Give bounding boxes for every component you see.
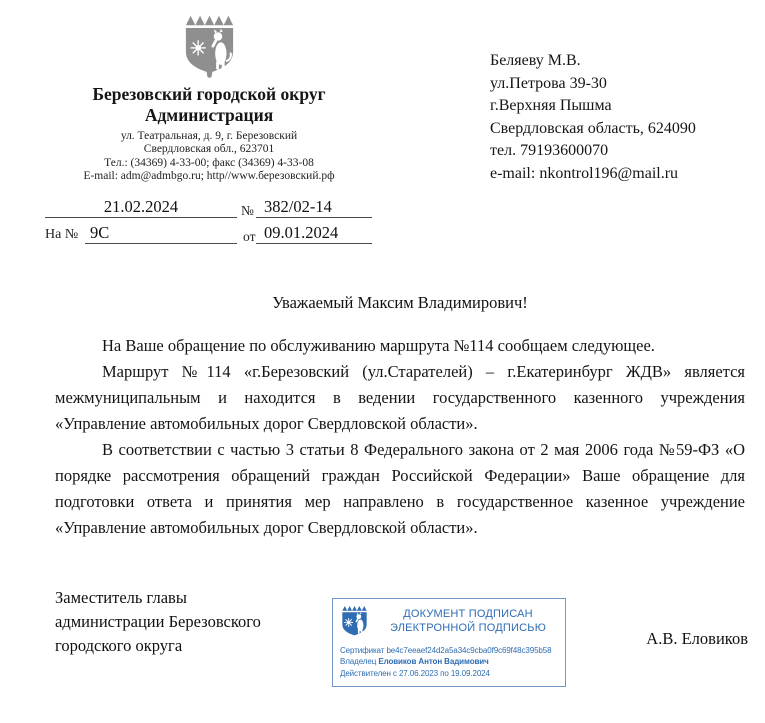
recipient-email: e-mail: nkontrol196@mail.ru xyxy=(490,164,679,182)
recipient-region: Свердловская область, 624090 xyxy=(490,119,696,137)
signer-name: А.В. Еловиков xyxy=(646,629,748,648)
org-phone-fax: Тел.: (34369) 4-33-00; факс (34369) 4-33-08 xyxy=(104,156,314,169)
paragraph-1: На Ваше обращение по обслуживанию маршрута №114 сообщаем следующее. xyxy=(102,336,655,355)
incoming-number-field: 9С xyxy=(85,222,237,244)
incoming-date-field: 09.01.2024 xyxy=(256,222,372,244)
org-address-street: ул. Театральная, д. 9, г. Березовский xyxy=(120,130,298,142)
recipient-city: г.Верхняя Пышма xyxy=(490,97,612,115)
salutation: Уважаемый Максим Владимирович! xyxy=(272,293,528,312)
signer-position-line3: городского округа xyxy=(55,636,183,655)
from-label: от xyxy=(243,229,256,244)
letterhead xyxy=(28,12,390,184)
certificate-label: Сертификат xyxy=(340,646,385,655)
org-name-line2: Администрация xyxy=(144,104,274,125)
stamp-coat-of-arms-icon xyxy=(340,604,369,639)
recipient-phone: тел. 79193600070 xyxy=(490,142,609,160)
stamp-title-line1: ДОКУМЕНТ ПОДПИСАН xyxy=(403,608,533,620)
coat-of-arms-icon xyxy=(182,12,237,80)
incoming-ref-row xyxy=(45,222,372,248)
org-address-block xyxy=(28,130,390,184)
paragraph-2: Маршрут №114 «г.Березовский (ул.Старателей) – г.Екатеринбург ЖДВ» является межмуниципальным и находится в ведении государственного казенного учреждения «Управление автомобильных дорог Свердловской области». xyxy=(55,362,745,433)
stamp-header xyxy=(340,604,558,639)
signer-position-line1: Заместитель главы xyxy=(55,588,187,607)
stamp-details xyxy=(340,645,558,679)
outgoing-ref-row xyxy=(45,196,372,222)
recipient-name: Беляеву М.В. xyxy=(490,52,581,69)
stamp-title-line2: ЭЛЕКТРОННОЙ ПОДПИСЬЮ xyxy=(389,621,547,634)
owner-name: Еловиков Антон Вадимович xyxy=(378,657,489,667)
owner-label: Владелец xyxy=(340,657,377,667)
incoming-number-label: На № xyxy=(45,227,79,242)
signer-position-block xyxy=(55,586,355,658)
stamp-title xyxy=(378,608,558,635)
stamp-validity-line: Действителен с 27.06.2023 по 19.09.2024 xyxy=(340,668,490,678)
paragraph-3: В соответствии с частью 3 статьи 8 Федерального закона от 2 мая 2006 года №59-ФЗ «О порядке рассмотрения обращений граждан Российской Федерации» Ваше обращение для подготовки ответа и принятия мер направлено в государственное казенное учреждение «Управление автомобильных дорог Свердловской области». xyxy=(55,440,745,537)
stamp-certificate-line xyxy=(340,645,558,656)
recipient-block xyxy=(490,50,755,186)
recipient-street: ул.Петрова 39-30 xyxy=(490,74,607,92)
outgoing-date-field: 21.02.2024 xyxy=(45,196,237,218)
stamp-owner-line xyxy=(340,656,558,667)
number-sign-label: № xyxy=(241,203,254,218)
org-email-site: E-mail: adm@admbgo.ru; http//www.березовский.рф xyxy=(83,170,335,183)
org-address-region: Свердловская обл., 623701 xyxy=(143,143,275,156)
digital-signature-stamp xyxy=(332,598,566,687)
certificate-value: be4c7eeaef24d2a5a34c9cba0f9c69f48c395b58 xyxy=(386,646,552,655)
org-name-line1: Березовский городской округ xyxy=(92,84,326,104)
letter-body xyxy=(55,293,745,541)
outgoing-number-field: 382/02-14 xyxy=(256,196,372,218)
signer-position-line2: администрации Березовского xyxy=(55,612,261,631)
